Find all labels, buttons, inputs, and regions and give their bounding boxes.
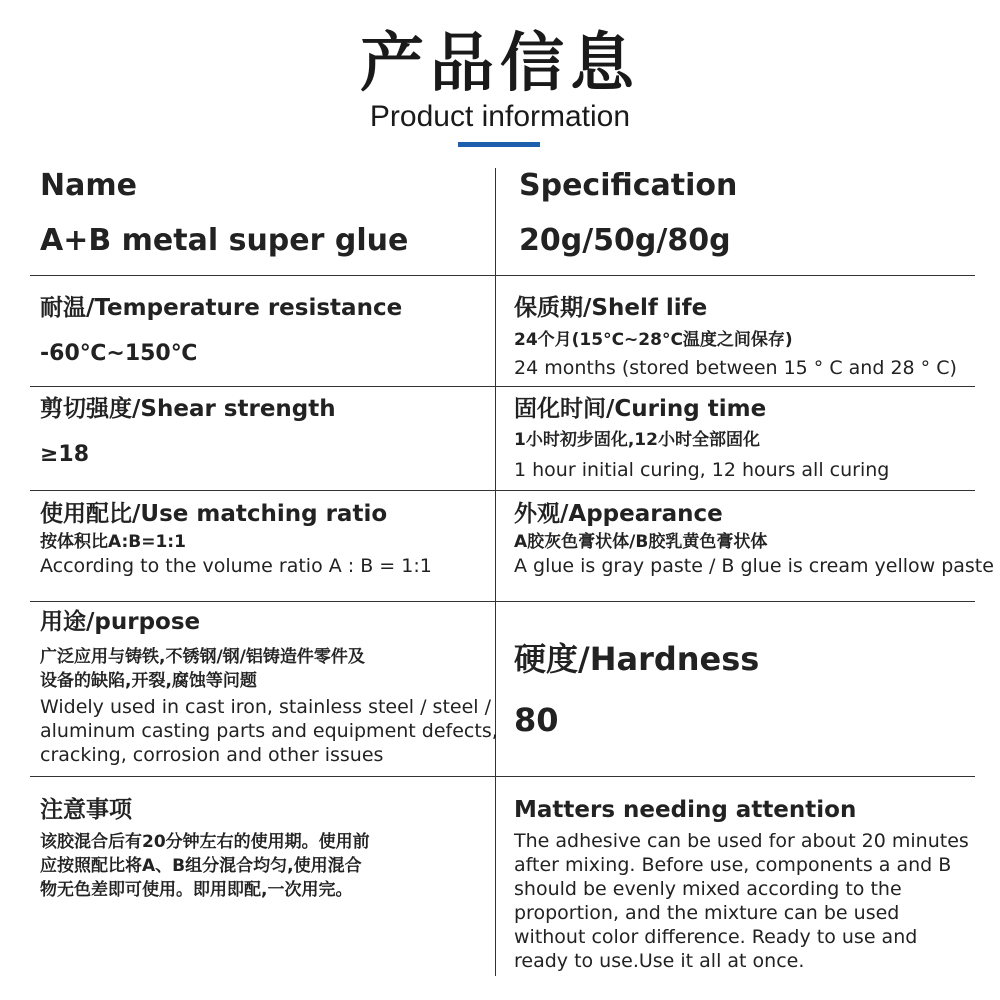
purpose-en-line: cracking, corrosion and other issues <box>40 744 384 766</box>
table-row-divider <box>30 776 975 777</box>
ratio-en: According to the volume ratio A : B = 1:1 <box>40 555 432 577</box>
attention-en-line: after mixing. Before use, components a and B <box>514 854 952 876</box>
attention-en-line: should be evenly mixed according to the <box>514 878 902 900</box>
table-row-divider <box>30 386 975 387</box>
shear-label: 剪切强度/Shear strength <box>40 396 336 422</box>
shelf-life-label: 保质期/Shelf life <box>514 295 708 321</box>
purpose-en-line: aluminum casting parts and equipment defects, <box>40 720 498 742</box>
purpose-label: 用途/purpose <box>40 609 201 635</box>
curing-cn: 1小时初步固化,12小时全部固化 <box>514 430 760 450</box>
page-title-en: Product information <box>369 100 631 133</box>
name-label: Name <box>40 168 137 203</box>
attention-en-line: proportion, and the mixture can be used <box>514 902 900 924</box>
shear-value: ≥18 <box>40 442 90 467</box>
purpose-cn-line: 设备的缺陷,开裂,腐蚀等问题 <box>40 671 257 691</box>
table-column-divider <box>495 168 496 976</box>
attention-cn-line: 应按照配比将A、B组分混合均匀,使用混合 <box>40 856 362 876</box>
curing-en: 1 hour initial curing, 12 hours all curing <box>514 459 890 481</box>
specification-value: 20g/50g/80g <box>519 223 731 258</box>
shelf-life-en: 24 months (stored between 15 ° C and 28 ° C) <box>514 357 957 379</box>
table-row-divider <box>30 601 975 602</box>
ratio-cn: 按体积比A:B=1:1 <box>40 532 186 552</box>
appearance-en: A glue is gray paste / B glue is cream yellow paste <box>514 555 994 577</box>
attention-cn-label: 注意事项 <box>40 797 132 823</box>
attention-cn-line: 物无色差即可使用。即用即配,一次用完。 <box>40 880 353 900</box>
attention-cn-line: 该胶混合后有20分钟左右的使用期。使用前 <box>40 832 370 852</box>
hardness-label: 硬度/Hardness <box>514 640 760 678</box>
title-underline <box>458 142 540 147</box>
table-row-divider <box>30 490 975 491</box>
attention-en-line: without color difference. Ready to use and <box>514 926 918 948</box>
ratio-label: 使用配比/Use matching ratio <box>40 501 388 527</box>
attention-en-label: Matters needing attention <box>514 797 857 823</box>
shelf-life-cn: 24个月(15°C~28°C温度之间保存) <box>514 330 793 350</box>
page-title-cn: 产品信息 <box>360 27 640 101</box>
appearance-label: 外观/Appearance <box>514 501 723 527</box>
attention-en-line: The adhesive can be used for about 20 minutes <box>514 830 969 852</box>
attention-en-line: ready to use.Use it all at once. <box>514 950 805 972</box>
temperature-label: 耐温/Temperature resistance <box>40 295 403 321</box>
curing-label: 固化时间/Curing time <box>514 396 767 422</box>
temperature-value: -60℃~150℃ <box>40 341 198 366</box>
specification-label: Specification <box>519 168 738 203</box>
purpose-en-line: Widely used in cast iron, stainless steel / steel / <box>40 696 491 718</box>
table-row-divider <box>30 275 975 276</box>
name-value: A+B metal super glue <box>40 223 409 258</box>
hardness-value: 80 <box>514 701 559 739</box>
purpose-cn-line: 广泛应用与铸铁,不锈钢/钢/铝铸造件零件及 <box>40 647 365 667</box>
appearance-cn: A胶灰色膏状体/B胶乳黄色膏状体 <box>514 532 768 552</box>
